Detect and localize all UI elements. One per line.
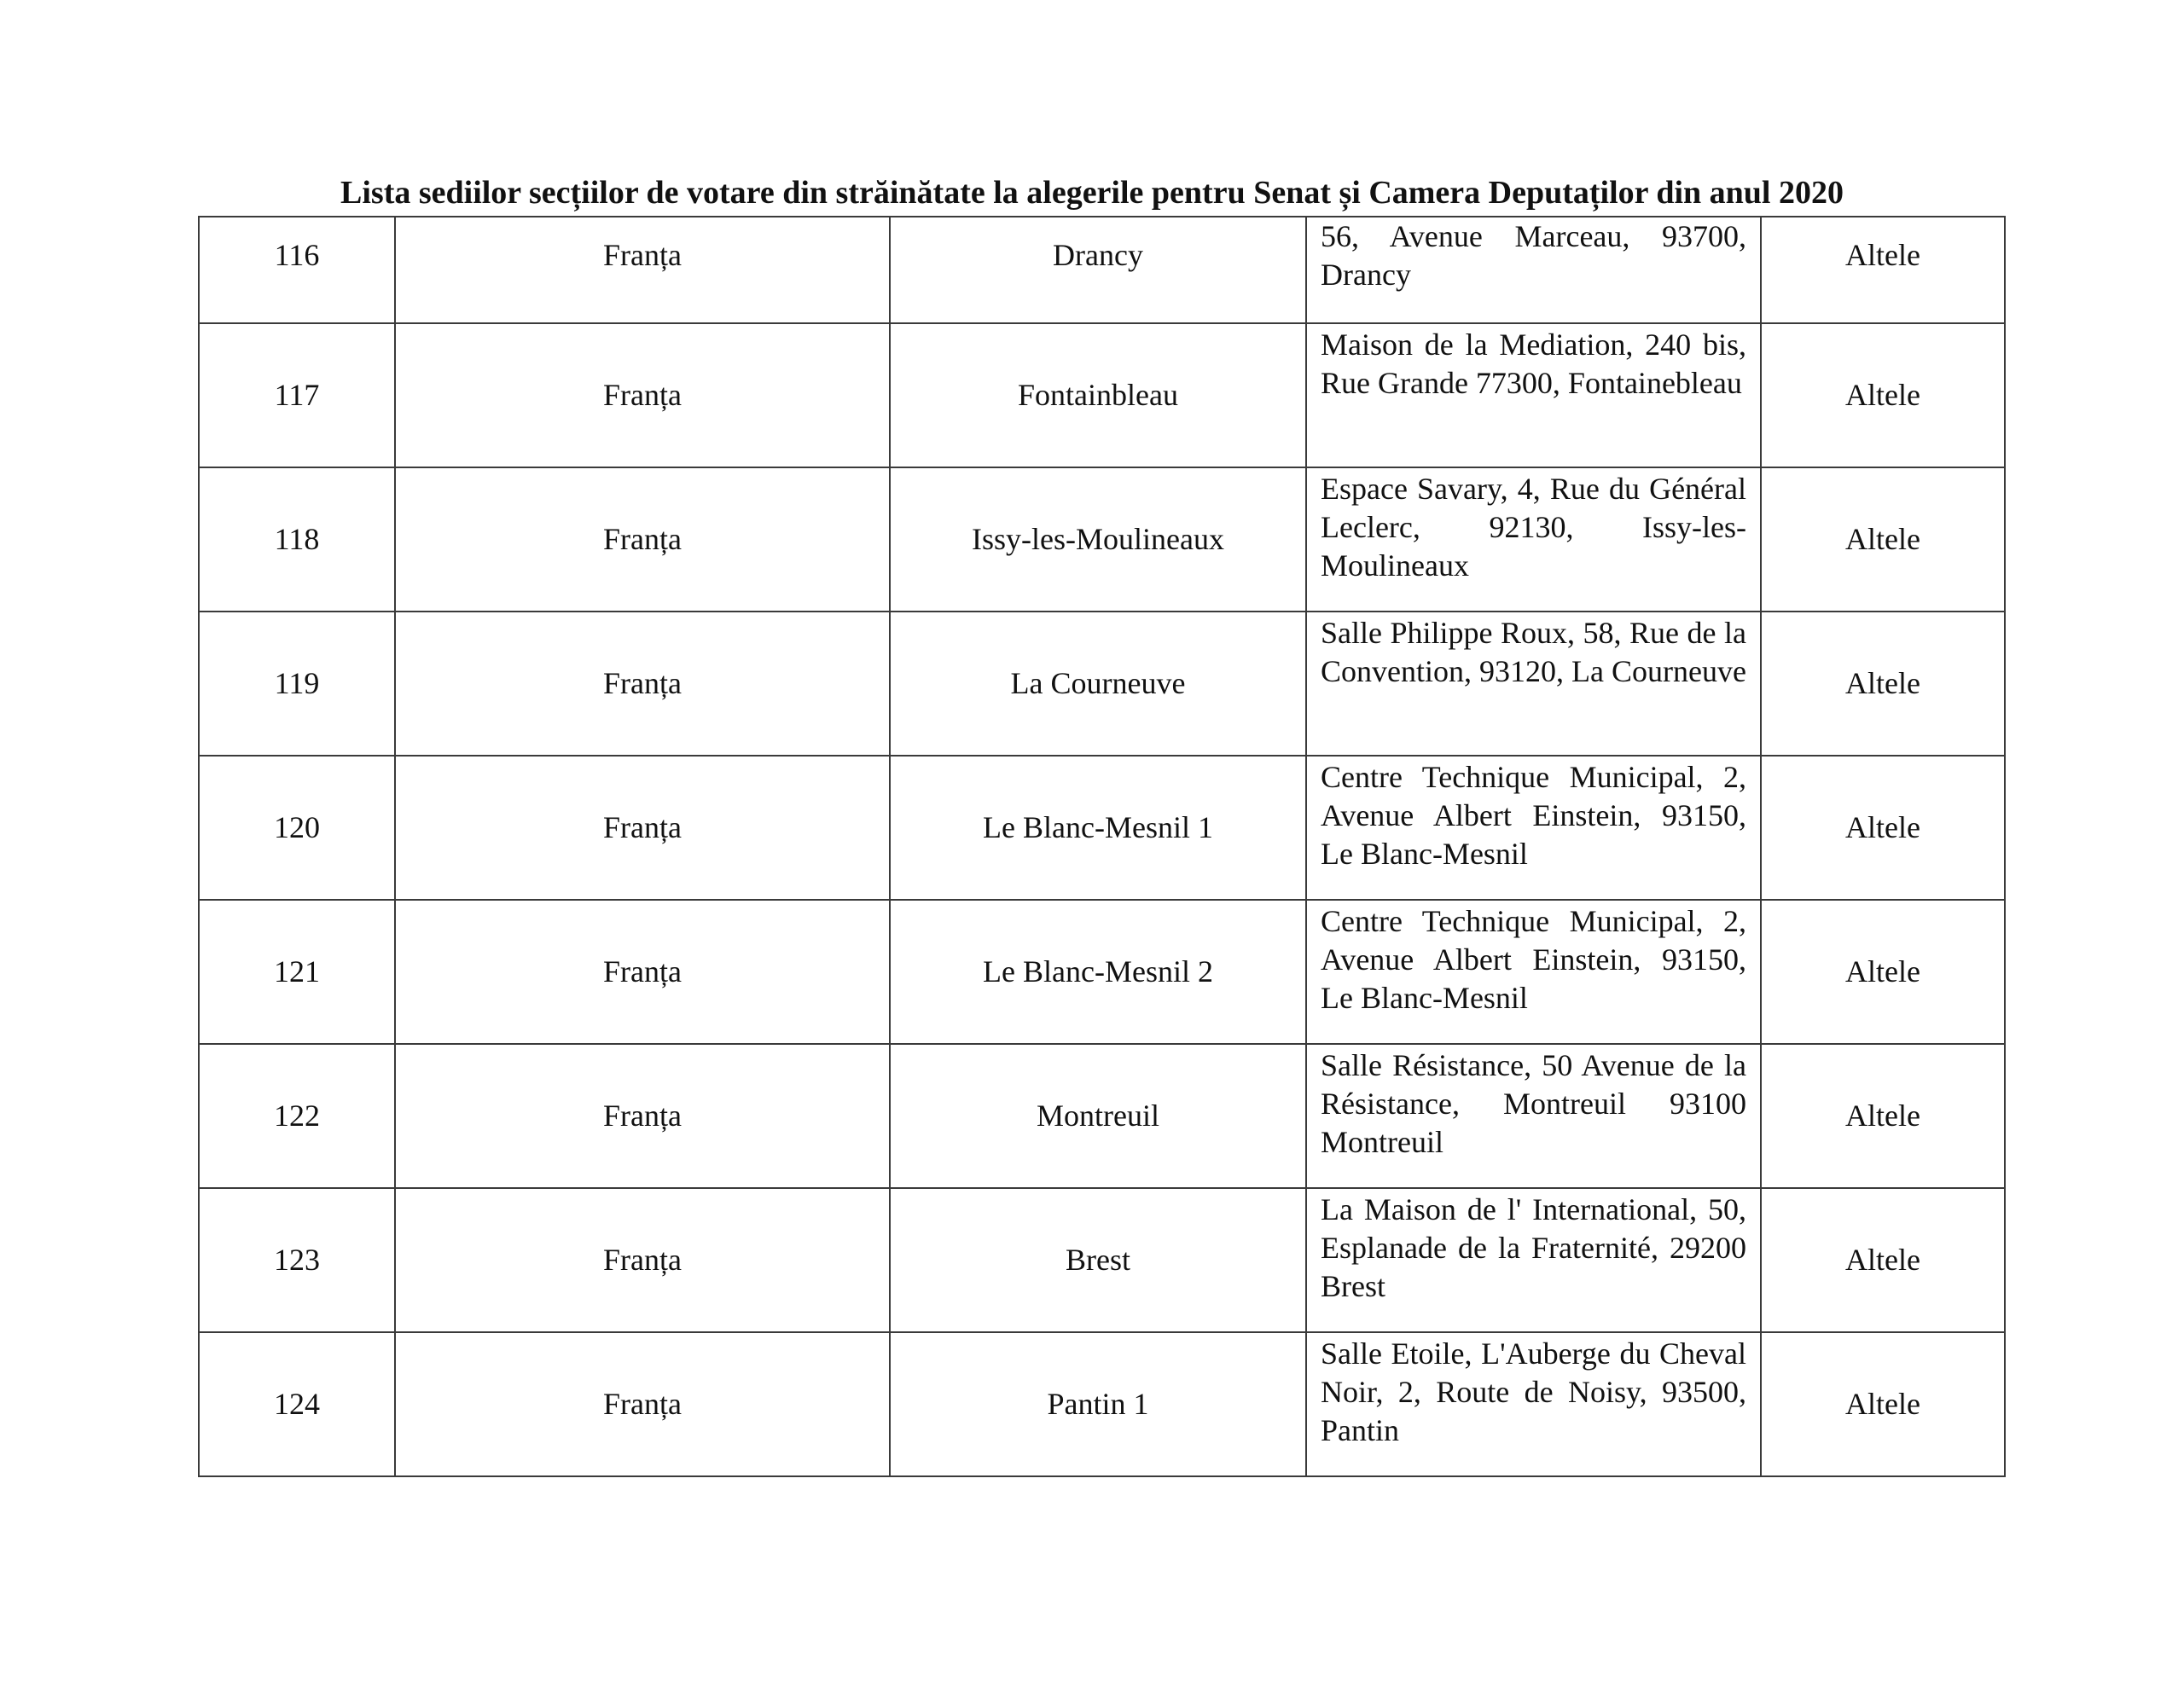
locality-cell: Pantin 1 [890, 1332, 1306, 1476]
type-cell: Altele [1761, 467, 2005, 612]
locality-cell: Montreuil [890, 1044, 1306, 1188]
section-number-cell: 121 [199, 900, 395, 1044]
locality-cell: Le Blanc-Mesnil 1 [890, 756, 1306, 900]
address-cell: Centre Technique Municipal, 2, Avenue Albert Einstein, 93150, Le Blanc-Mesnil [1306, 756, 1761, 900]
locality-cell: Brest [890, 1188, 1306, 1332]
table-row [199, 900, 2005, 1044]
country-cell: Franța [395, 1332, 890, 1476]
type-cell: Altele [1761, 1044, 2005, 1188]
address-cell: Maison de la Mediation, 240 bis, Rue Grande 77300, Fontainebleau [1306, 323, 1761, 467]
table-row [199, 467, 2005, 612]
type-cell: Altele [1761, 1332, 2005, 1476]
country-cell: Franța [395, 323, 890, 467]
address-cell: Salle Etoile, L'Auberge du Cheval Noir, 2, Route de Noisy, 93500, Pantin [1306, 1332, 1761, 1476]
country-cell: Franța [395, 1044, 890, 1188]
address-cell: 56, Avenue Marceau, 93700, Drancy [1306, 217, 1761, 323]
table-row [199, 756, 2005, 900]
section-number-cell: 116 [199, 217, 395, 323]
type-cell: Altele [1761, 900, 2005, 1044]
address-cell: Espace Savary, 4, Rue du Général Leclerc, 92130, Issy-les-Moulineaux [1306, 467, 1761, 612]
section-number-cell: 120 [199, 756, 395, 900]
type-cell: Altele [1761, 323, 2005, 467]
type-cell: Altele [1761, 756, 2005, 900]
section-number-cell: 119 [199, 612, 395, 756]
section-number-cell: 117 [199, 323, 395, 467]
locality-cell: Drancy [890, 217, 1306, 323]
address-cell: Salle Résistance, 50 Avenue de la Résistance, Montreuil 93100 Montreuil [1306, 1044, 1761, 1188]
table-row [199, 1044, 2005, 1188]
section-number-cell: 124 [199, 1332, 395, 1476]
table-row [199, 612, 2005, 756]
table-row [199, 217, 2005, 323]
section-number-cell: 122 [199, 1044, 395, 1188]
polling-stations-table [198, 216, 2006, 1477]
type-cell: Altele [1761, 1188, 2005, 1332]
country-cell: Franța [395, 217, 890, 323]
address-cell: Centre Technique Municipal, 2, Avenue Albert Einstein, 93150, Le Blanc-Mesnil [1306, 900, 1761, 1044]
page-title: Lista sediilor secțiilor de votare din străinătate la alegerile pentru Senat și Camera Deputaților din anul 2020 [340, 175, 1844, 211]
country-cell: Franța [395, 900, 890, 1044]
country-cell: Franța [395, 467, 890, 612]
country-cell: Franța [395, 612, 890, 756]
table-row [199, 323, 2005, 467]
type-cell: Altele [1761, 217, 2005, 323]
section-number-cell: 123 [199, 1188, 395, 1332]
locality-cell: Le Blanc-Mesnil 2 [890, 900, 1306, 1044]
country-cell: Franța [395, 1188, 890, 1332]
table-row [199, 1188, 2005, 1332]
locality-cell: Fontainbleau [890, 323, 1306, 467]
locality-cell: La Courneuve [890, 612, 1306, 756]
country-cell: Franța [395, 756, 890, 900]
locality-cell: Issy-les-Moulineaux [890, 467, 1306, 612]
type-cell: Altele [1761, 612, 2005, 756]
table-row [199, 1332, 2005, 1476]
address-cell: La Maison de l' International, 50, Esplanade de la Fraternité, 29200 Brest [1306, 1188, 1761, 1332]
section-number-cell: 118 [199, 467, 395, 612]
address-cell: Salle Philippe Roux, 58, Rue de la Convention, 93120, La Courneuve [1306, 612, 1761, 756]
